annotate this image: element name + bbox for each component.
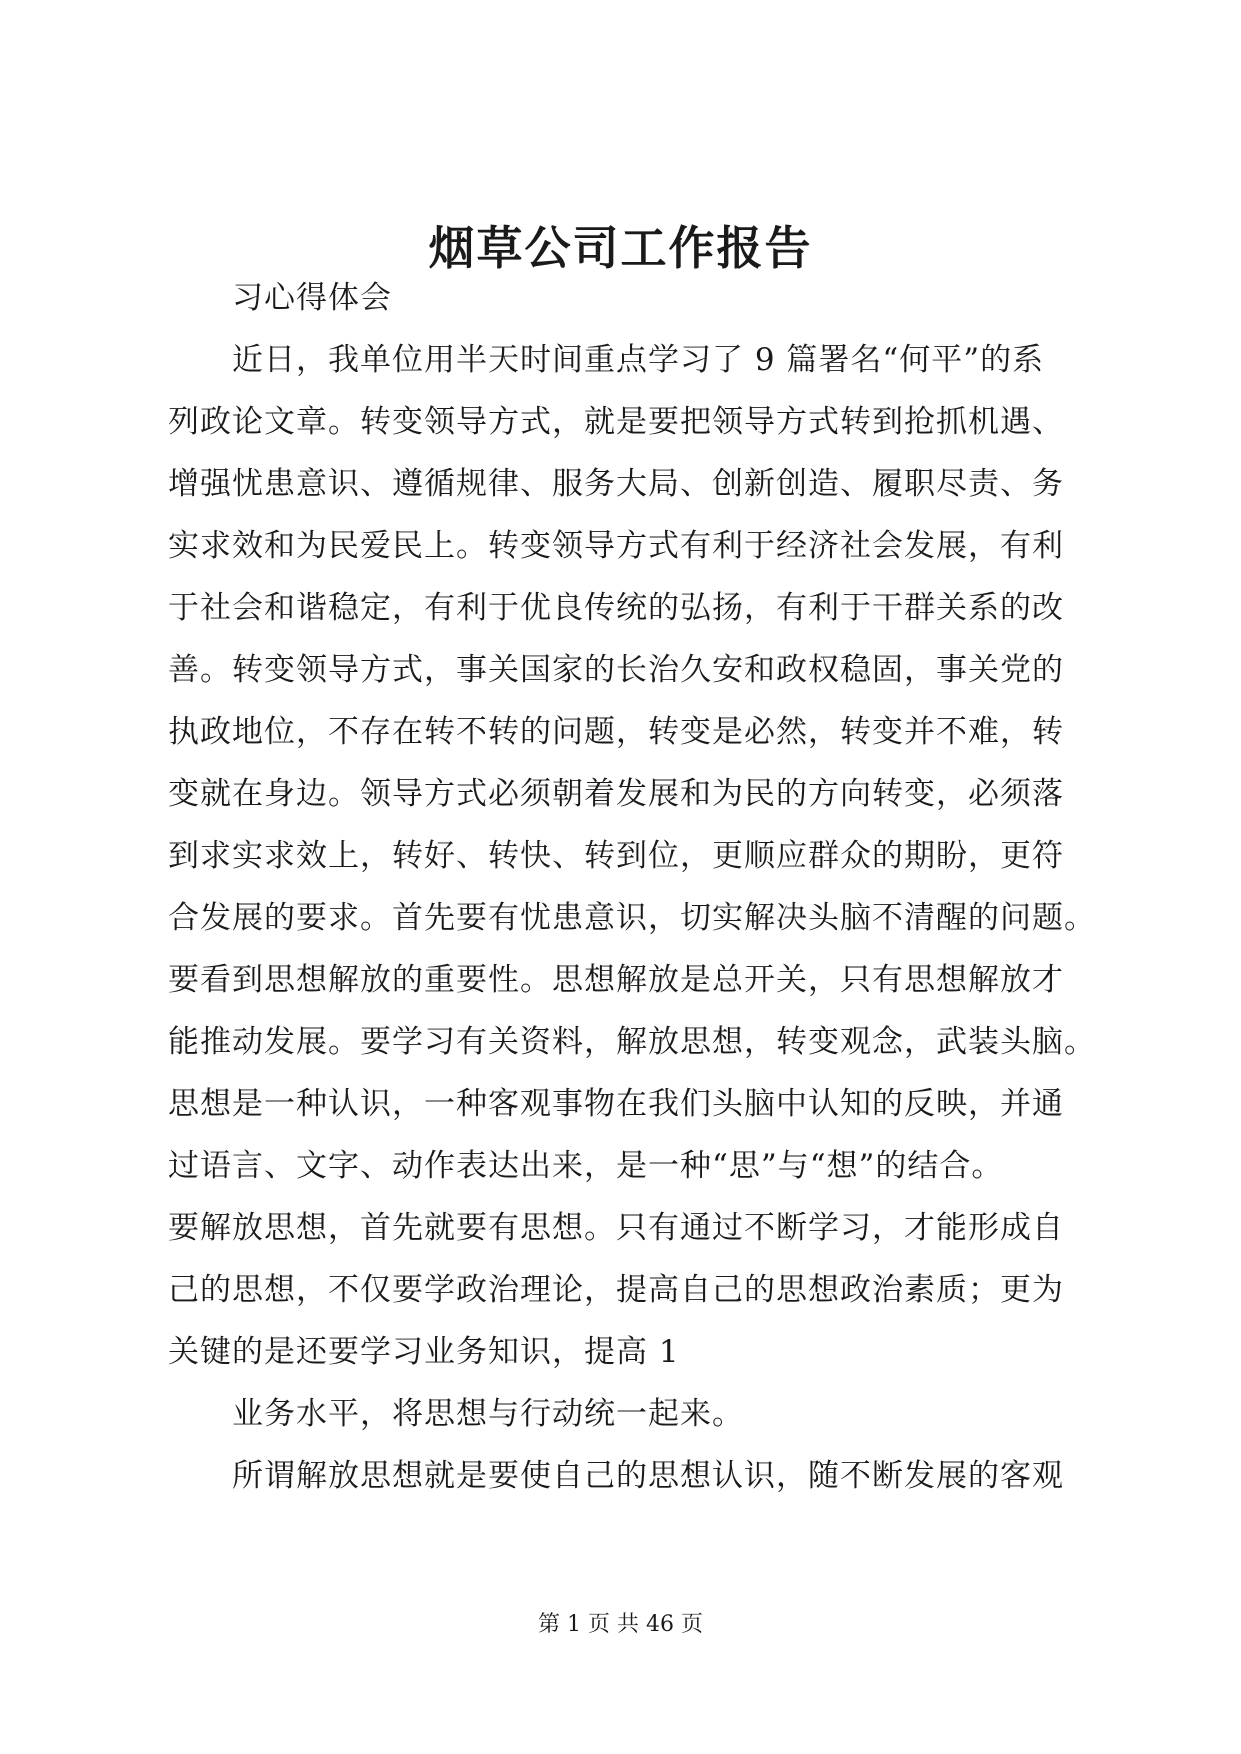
text-line: 能推动发展。要学习有关资料，解放思想，转变观念，武装头脑。 [168,1024,1096,1060]
text-line: 要看到思想解放的重要性。思想解放是总开关，只有思想解放才 [168,962,1064,998]
text-line: 过语言、文字、动作表达出来，是一种“思”与“想”的结合。 [168,1148,1004,1184]
text-line: 思想是一种认识，一种客观事物在我们头脑中认知的反映，并通 [168,1086,1064,1122]
text-line: 列政论文章。转变领导方式，就是要把领导方式转到抢抓机遇、 [168,404,1064,440]
text-line: 要解放思想，首先就要有思想。只有通过不断学习，才能形成自 [168,1210,1064,1246]
text-line: 合发展的要求。首先要有忧患意识，切实解决头脑不清醒的问题。 [168,900,1096,936]
text-line: 业务水平，将思想与行动统一起来。 [232,1396,744,1432]
document-body [168,267,1098,1507]
text-line: 实求效和为民爱民上。转变领导方式有利于经济社会发展，有利 [168,528,1064,564]
document-title: 烟草公司工作报告 [428,221,813,275]
text-line: 习心得体会 [232,280,392,316]
text-line: 关键的是还要学习业务知识，提高 1 [168,1334,680,1370]
text-line: 执政地位，不存在转不转的问题，转变是必然，转变并不难，转 [168,714,1064,750]
text-line: 己的思想，不仅要学政治理论，提高自己的思想政治素质；更为 [168,1272,1064,1308]
page-footer: 第 1 页 共 46 页 [538,1612,703,1637]
text-line: 变就在身边。领导方式必须朝着发展和为民的方向转变，必须落 [168,776,1064,812]
text-line: 近日，我单位用半天时间重点学习了 9 篇署名“何平”的系 [232,342,1045,378]
text-line: 善。转变领导方式，事关国家的长治久安和政权稳固，事关党的 [168,652,1064,688]
text-line: 于社会和谐稳定，有利于优良传统的弘扬，有利于干群关系的改 [168,590,1064,626]
text-line: 所谓解放思想就是要使自己的思想认识，随不断发展的客观 [232,1458,1064,1494]
text-line: 增强忧患意识、遵循规律、服务大局、创新创造、履职尽责、务 [168,466,1064,502]
text-line: 到求实求效上，转好、转快、转到位，更顺应群众的期盼，更符 [168,838,1064,874]
